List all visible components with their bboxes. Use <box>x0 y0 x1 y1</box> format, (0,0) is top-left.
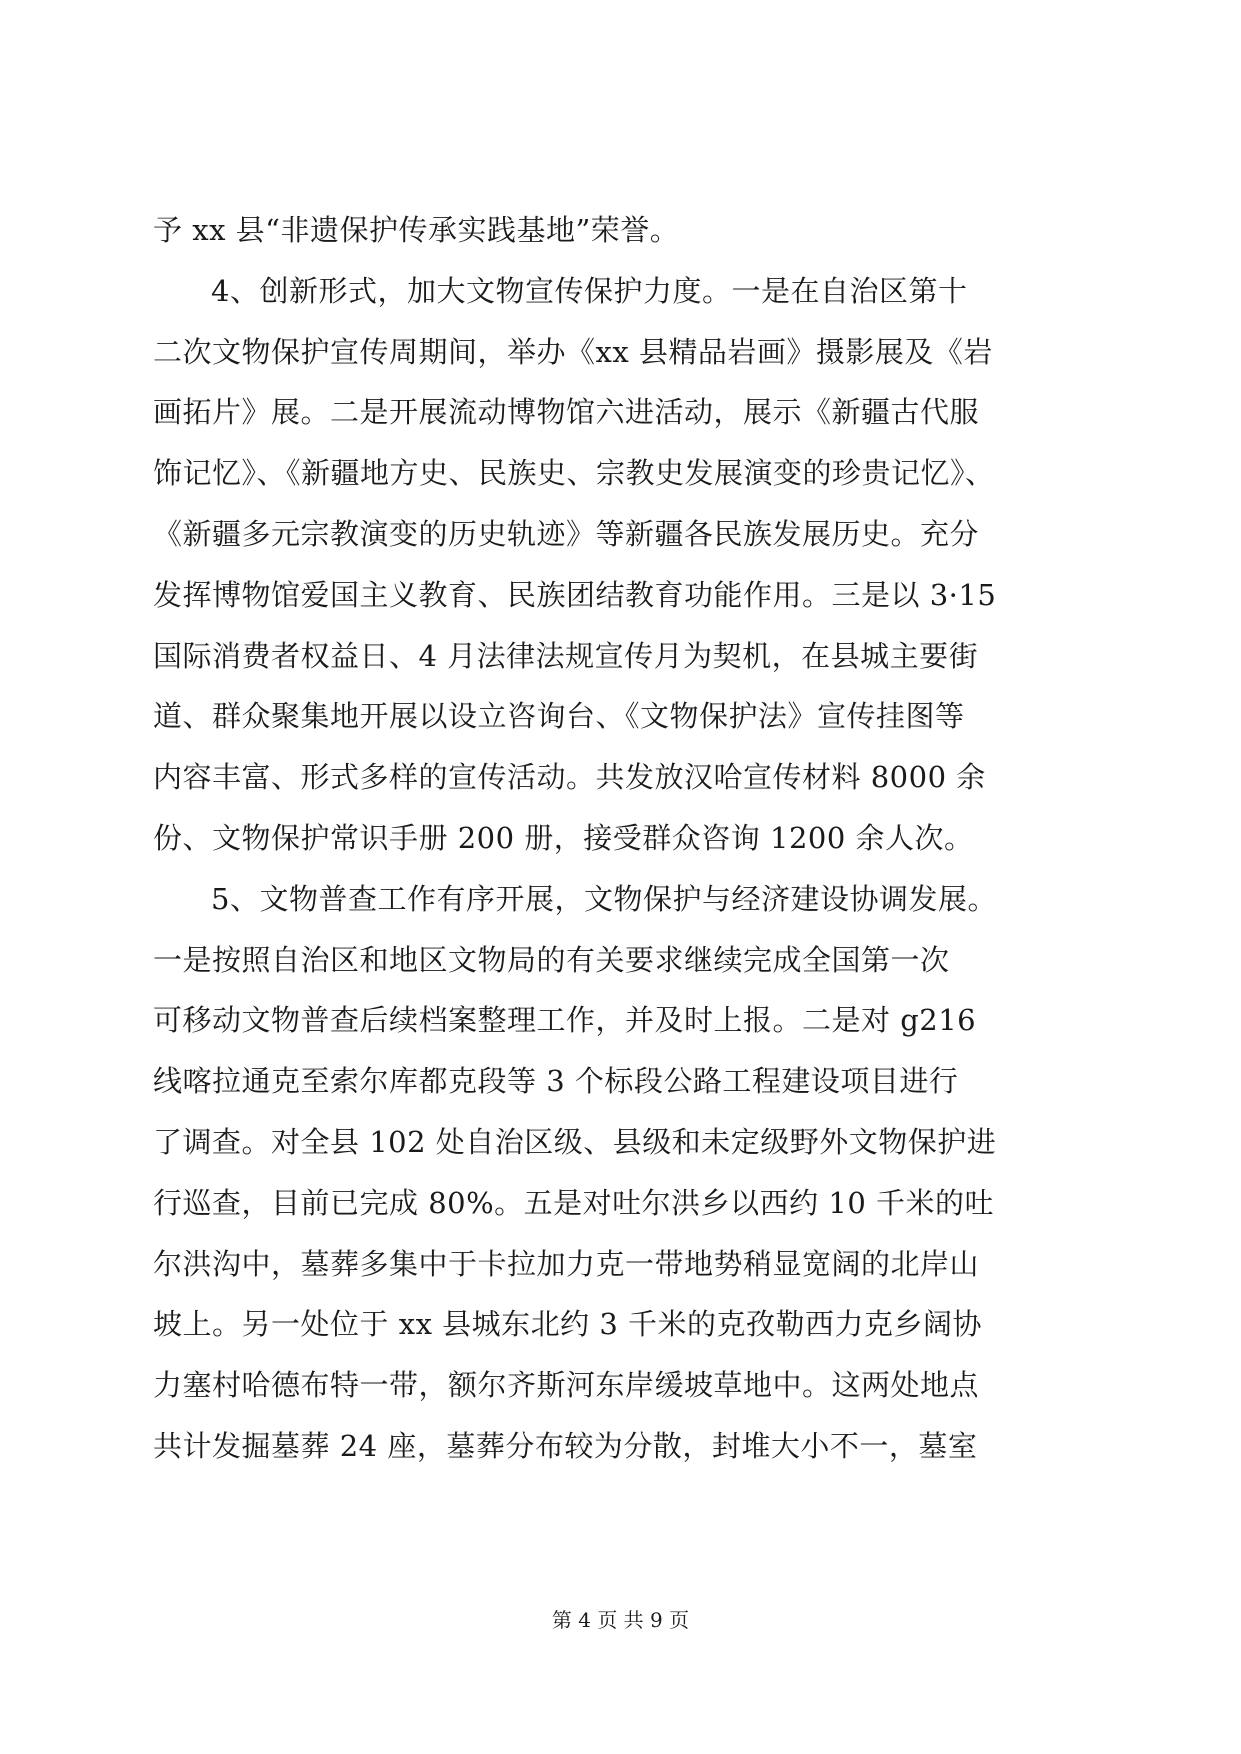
text-line: 道、群众聚集地开展以设立咨询台、《文物保护法》宣传挂图等 <box>153 699 965 734</box>
text-line: 尔洪沟中，墓葬多集中于卡拉加力克一带地势稍显宽阔的北岸山 <box>153 1246 980 1281</box>
text-line: 力塞村哈德布特一带，额尔齐斯河东岸缓坡草地中。这两处地点 <box>153 1368 980 1403</box>
body-text <box>153 200 1093 1477</box>
paragraph-5-start: 5、文物普查工作有序开展，文物保护与经济建设协调发展。 <box>211 881 997 916</box>
text-line: 行巡查，目前已完成 80%。五是对吐尔洪乡以西约 10 千米的吐 <box>153 1185 995 1220</box>
text-line: 发挥博物馆爱国主义教育、民族团结教育功能作用。三是以 3·15 <box>153 577 997 612</box>
text-line: 饰记忆》、《新疆地方史、民族史、宗教史发展演变的珍贵记忆》、 <box>153 456 995 491</box>
paragraph-4-start: 4、创新形式，加大文物宣传保护力度。一是在自治区第十 <box>211 273 968 308</box>
text-line: 可移动文物普查后续档案整理工作，并及时上报。二是对 g216 <box>153 1003 977 1038</box>
text-line: 画拓片》展。二是开展流动博物馆六进活动，展示《新疆古代服 <box>153 395 980 430</box>
text-line: 共计发掘墓葬 24 座，墓葬分布较为分散，封堆大小不一，墓室 <box>153 1428 978 1463</box>
page-indicator: 第 4 页 共 9 页 <box>551 1608 690 1632</box>
text-line: 国际消费者权益日、4 月法律法规宣传月为契机，在县城主要街 <box>153 638 979 673</box>
text-line: 《新疆多元宗教演变的历史轨迹》等新疆各民族发展历史。充分 <box>153 516 980 551</box>
text-line: 坡上。另一处位于 xx 县城东北约 3 千米的克孜勒西力克乡阔协 <box>153 1307 983 1342</box>
text-line: 内容丰富、形式多样的宣传活动。共发放汉哈宣传材料 8000 余 <box>153 760 986 795</box>
page-footer <box>0 1605 1241 1635</box>
text-line: 了调查。对全县 102 处自治区级、县级和未定级野外文物保护进 <box>153 1124 997 1159</box>
text-line: 份、文物保护常识手册 200 册，接受群众咨询 1200 余人次。 <box>153 820 974 855</box>
text-line: 予 xx 县“非遗保护传承实践基地”荣誉。 <box>153 213 680 247</box>
text-line: 线喀拉通克至索尔库都克段等 3 个标段公路工程建设项目进行 <box>153 1064 959 1099</box>
text-line: 一是按照自治区和地区文物局的有关要求继续完成全国第一次 <box>153 942 950 977</box>
text-line: 二次文物保护宣传周期间，举办《xx 县精品岩画》摄影展及《岩 <box>153 334 993 369</box>
